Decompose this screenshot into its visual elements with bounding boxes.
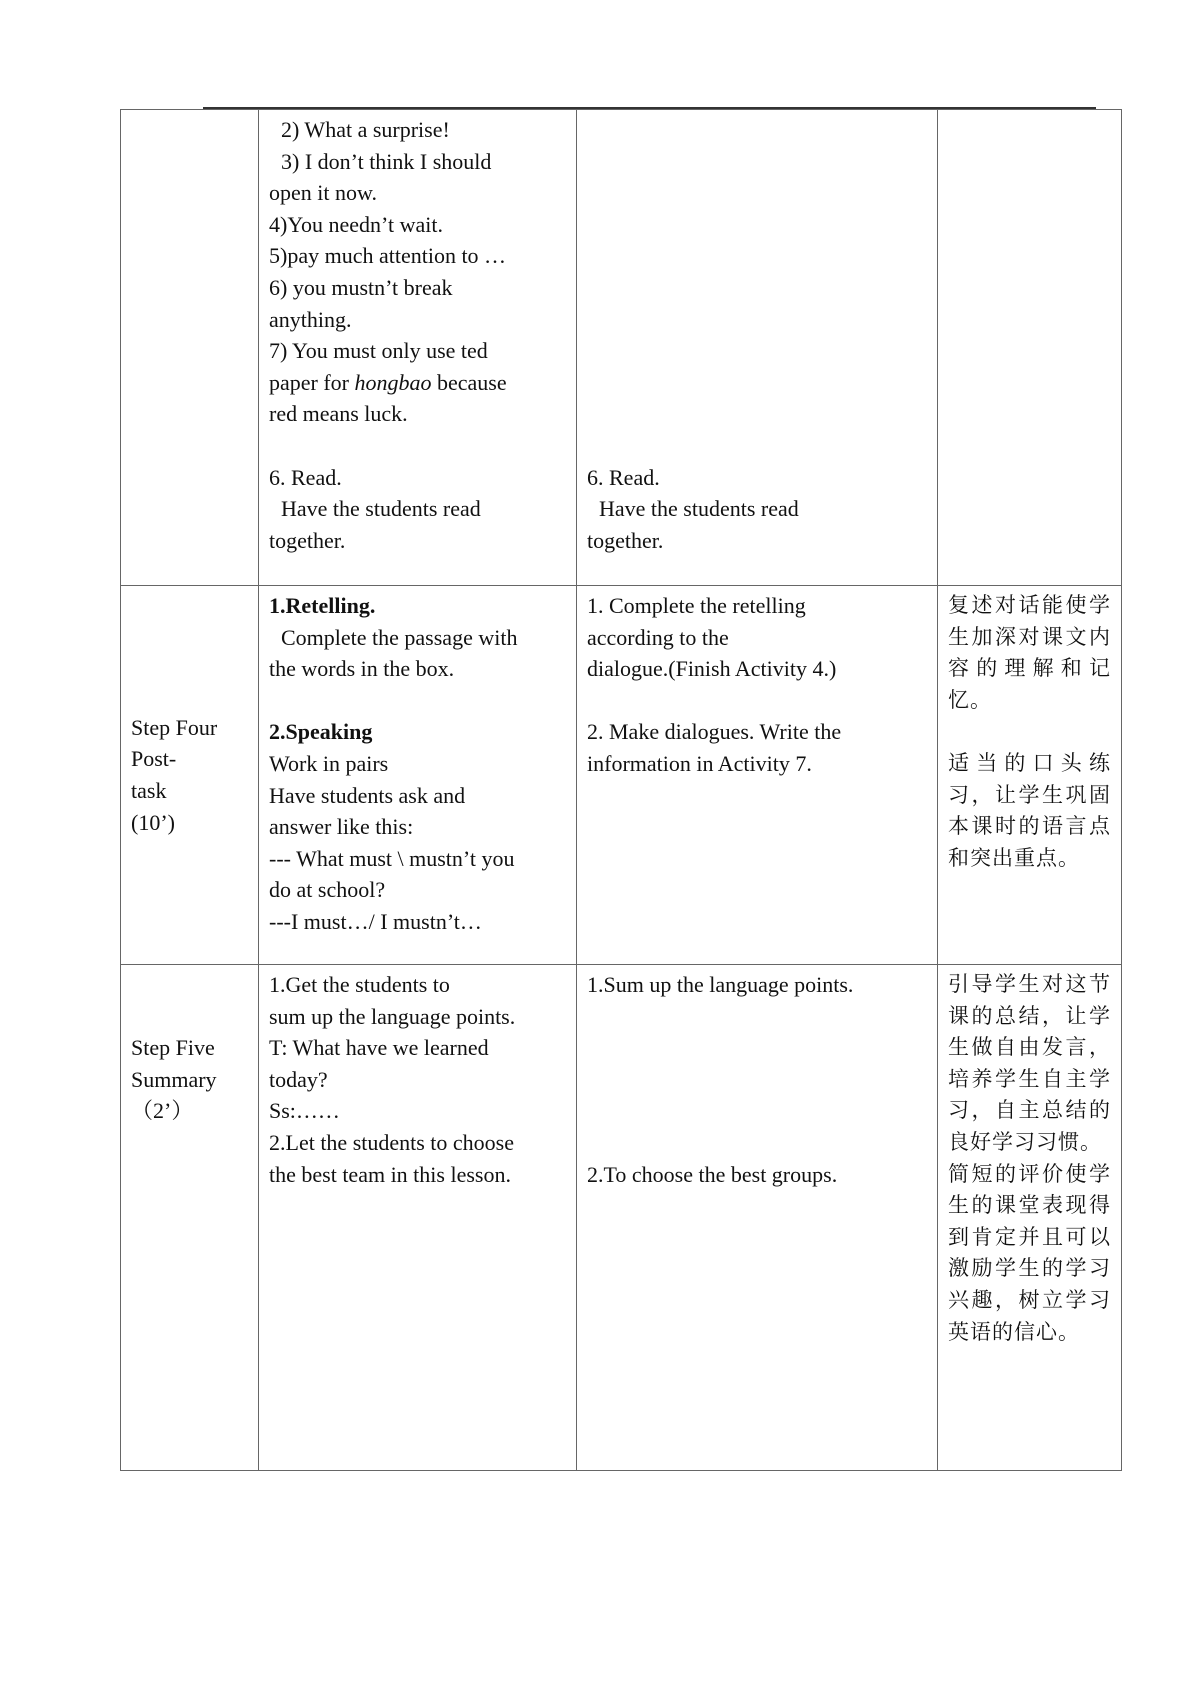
text-line: Have the students read	[281, 496, 481, 522]
text-line: do at school?	[269, 877, 386, 903]
text-span: because	[431, 369, 507, 395]
purpose-cell	[938, 110, 1122, 586]
text-line: 7) You must only use ted	[269, 338, 488, 364]
step-label: Summary	[131, 1066, 217, 1092]
spacer	[587, 1001, 927, 1159]
text-line: the best team in this lesson.	[269, 1161, 511, 1187]
text-line: 6) you mustn’t break	[269, 274, 453, 300]
text-line: T: What have we learned	[269, 1035, 489, 1061]
spacer	[587, 114, 927, 462]
text-line: 5)pay much attention to …	[269, 243, 507, 269]
step-duration: (10’)	[131, 809, 175, 835]
teacher-activity-cell	[259, 965, 577, 1471]
text-span: paper for	[269, 369, 355, 395]
table-row	[121, 965, 1122, 1471]
purpose-text: 引导学生对这节课的总结，让学生做自由发言，培养学生自主学习，自主总结的良好学习习惯。	[948, 972, 1111, 1154]
text-line: Have students ask and	[269, 782, 466, 808]
text-line: 1.Get the students to	[269, 972, 450, 997]
text-line	[269, 367, 566, 399]
text-line: ---I must…/ I mustn’t…	[269, 908, 482, 934]
text-line: 1.Sum up the language points.	[587, 972, 854, 997]
text-line: 4)You needn’t wait.	[269, 211, 443, 237]
teacher-activity-cell	[259, 110, 577, 586]
text-line: Complete the passage with	[281, 624, 518, 650]
purpose-text: 复述对话能使学生加深对课文内容的理解和记忆。	[948, 593, 1111, 712]
text-line: Ss:……	[269, 1098, 340, 1124]
purpose-cell	[938, 586, 1122, 965]
student-activity-cell	[577, 110, 938, 586]
text-line: together.	[269, 527, 346, 553]
purpose-text: 适当的口头练习，让学生巩固本课时的语言点和突出重点。	[948, 750, 1111, 870]
step-label: Post-	[131, 746, 177, 772]
text-line: sum up the language points.	[269, 1003, 516, 1029]
teacher-activity-cell	[259, 586, 577, 965]
text-line: today?	[269, 1066, 328, 1092]
italic-term: hongbao	[354, 369, 432, 395]
activity-heading: 2.Speaking	[269, 719, 373, 745]
text-line: anything.	[269, 306, 352, 332]
table-row	[121, 110, 1122, 586]
text-line: according to the	[587, 624, 729, 650]
step-cell	[121, 110, 259, 586]
spacer	[131, 969, 248, 1032]
text-line: 2.Let the students to choose	[269, 1129, 515, 1155]
spacer	[269, 685, 566, 717]
table-row	[121, 586, 1122, 965]
text-line: together.	[587, 527, 664, 553]
step-label: Step Four	[131, 714, 218, 740]
text-line: information in Activity 7.	[587, 750, 812, 776]
text-line: 2) What a surprise!	[281, 117, 450, 142]
step-cell	[121, 965, 259, 1471]
spacer	[587, 685, 927, 717]
lesson-plan-table	[120, 109, 1122, 1471]
text-line: 3) I don’t think I should	[281, 148, 492, 174]
purpose-text: 简短的评价使学生的课堂表现得到肯定并且可以激励学生的学习兴趣，树立学习英语的信心。	[948, 1161, 1111, 1344]
step-cell	[121, 586, 259, 965]
spacer	[948, 716, 1111, 748]
text-line: Work in pairs	[269, 750, 389, 776]
purpose-cell	[938, 965, 1122, 1471]
text-line: 6. Read.	[269, 464, 342, 490]
step-label: task	[131, 778, 167, 803]
text-line: red means luck.	[269, 401, 408, 427]
text-line: answer like this:	[269, 814, 414, 840]
student-activity-cell	[577, 965, 938, 1471]
text-line: --- What must \ mustn’t you	[269, 845, 515, 871]
spacer	[269, 430, 566, 462]
text-line: dialogue.(Finish Activity 4.)	[587, 656, 837, 682]
text-line: 2.To choose the best groups.	[587, 1161, 838, 1187]
student-activity-cell	[577, 586, 938, 965]
text-line: open it now.	[269, 180, 377, 206]
text-line: Have the students read	[599, 496, 799, 522]
text-line: 6. Read.	[587, 464, 660, 490]
text-line: 1. Complete the retelling	[587, 593, 806, 618]
step-label: Step Five	[131, 1035, 215, 1061]
step-duration: （2’）	[131, 1098, 194, 1124]
text-line: 2. Make dialogues. Write the	[587, 719, 842, 745]
activity-heading: 1.Retelling.	[269, 593, 376, 618]
text-line: the words in the box.	[269, 656, 455, 682]
